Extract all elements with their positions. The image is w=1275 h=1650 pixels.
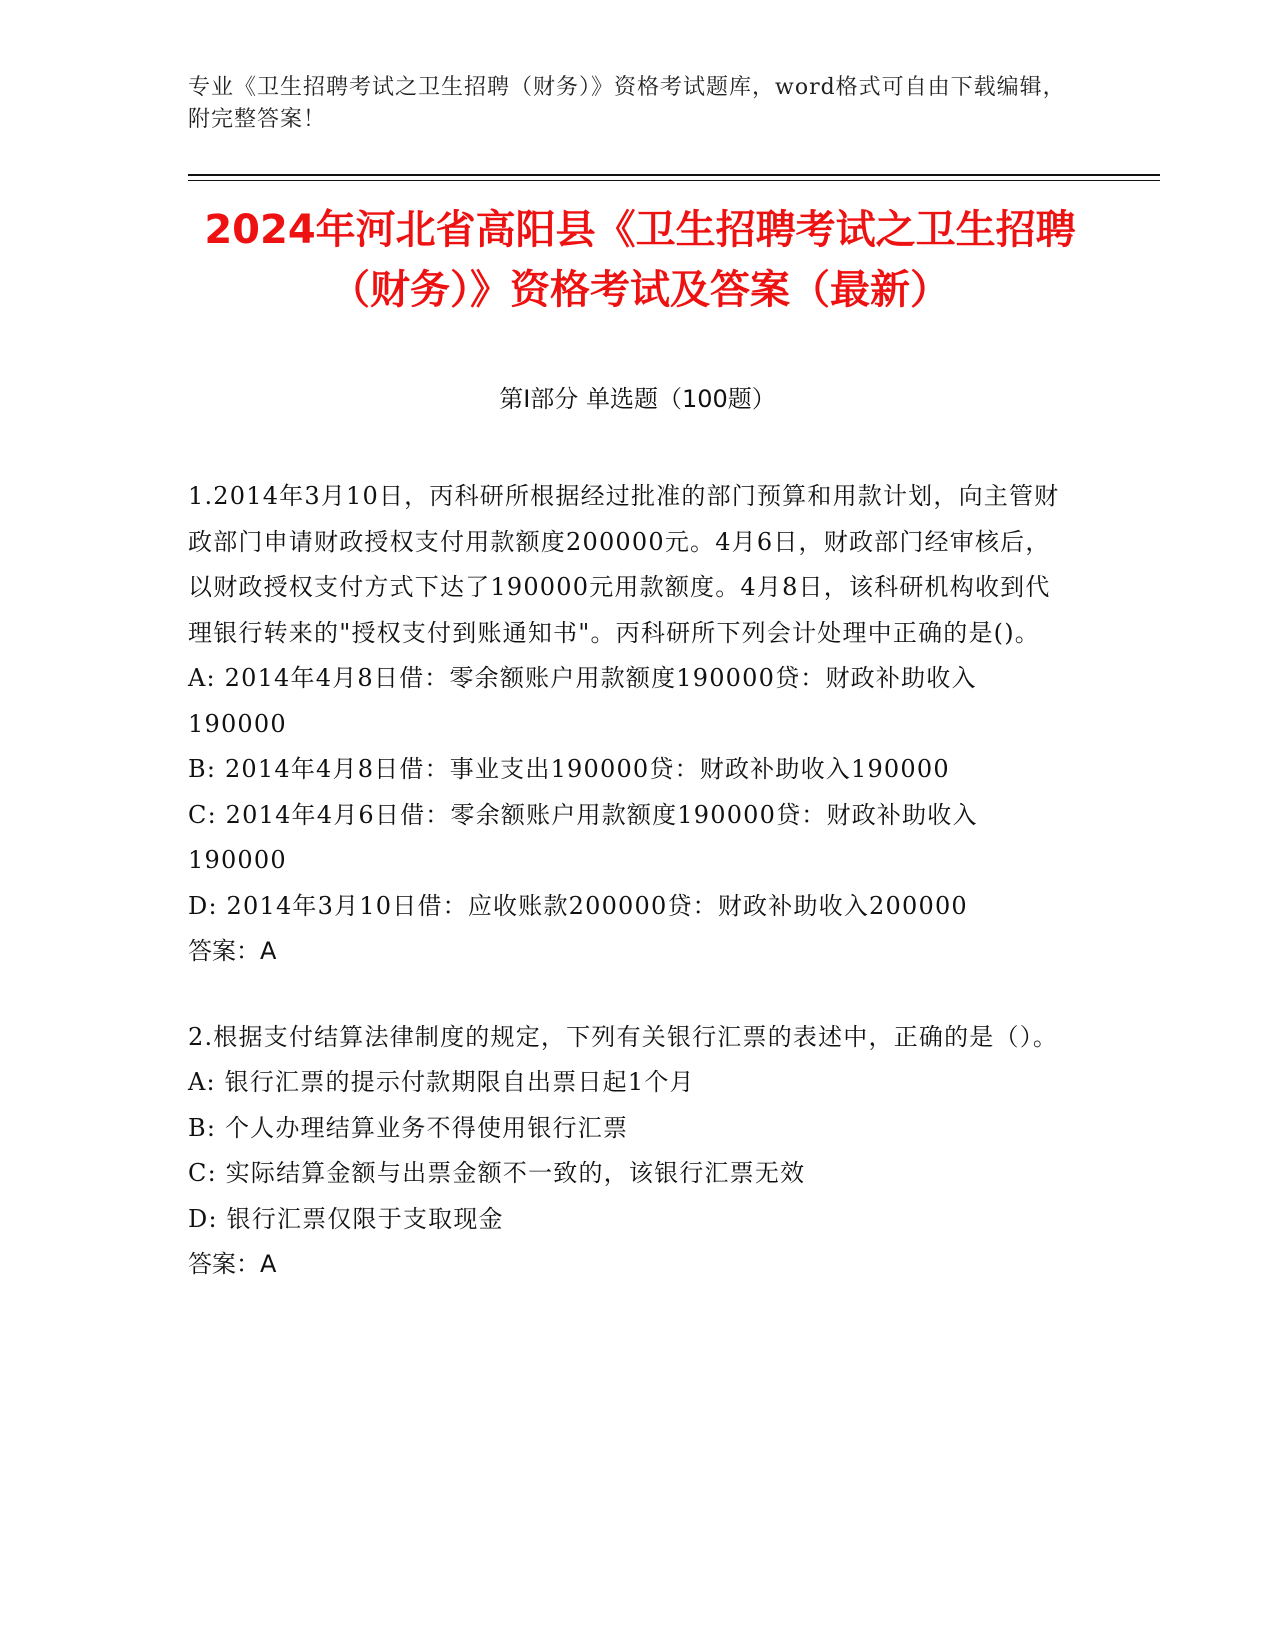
question-list [188, 474, 1068, 1288]
option-c: C: 2014年4月6日借：零余额账户用款额度190000贷：财政补助收入190000 [188, 800, 978, 874]
option-a: A: 银行汇票的提示付款期限自出票日起1个月 [188, 1068, 695, 1096]
option-b: B: 2014年4月8日借：事业支出190000贷：财政补助收入190000 [188, 755, 950, 783]
option-d: D: 2014年3月10日借：应收账款200000贷：财政补助收入200000 [188, 891, 968, 920]
question-stem: 1.2014年3月10日，丙科研所根据经过批准的部门预算和用款计划，向主管财政部门申请财政授权支付用款额度200000元。4月6日，财政部门经审核后，以财政授权支付方式下达了190000元用款额度。4月8日，该科研机构收到代理银行转来的"授权支付到账通知书"。丙科研所下列会计处理中正确的是()。 [188, 482, 1060, 647]
answer: 答案：A [188, 937, 277, 965]
section-title: 第I部分 单选题（100题） [499, 385, 776, 413]
option-d: D: 银行汇票仅限于支取现金 [188, 1204, 504, 1233]
answer: 答案：A [188, 1250, 277, 1278]
header-note: 专业《卫生招聘考试之卫生招聘（财务）》资格考试题库，word格式可自由下载编辑，附完整答案！ [188, 75, 1066, 132]
option-a: A: 2014年4月8日借：零余额账户用款额度190000贷：财政补助收入190000 [188, 664, 977, 738]
document-title: 2024年河北省高阳县《卫生招聘考试之卫生招聘（财务）》资格考试及答案（最新） [204, 207, 1076, 313]
question-stem: 2.根据支付结算法律制度的规定，下列有关银行汇票的表述中，正确的是（）。 [188, 1022, 1059, 1051]
header-divider-thin [188, 180, 1160, 181]
question-1 [188, 474, 1068, 975]
question-2 [188, 1015, 1068, 1288]
header-divider-thick [188, 174, 1160, 176]
option-c: C: 实际结算金额与出票金额不一致的，该银行汇票无效 [188, 1159, 806, 1187]
option-b: B: 个人办理结算业务不得使用银行汇票 [188, 1113, 629, 1142]
